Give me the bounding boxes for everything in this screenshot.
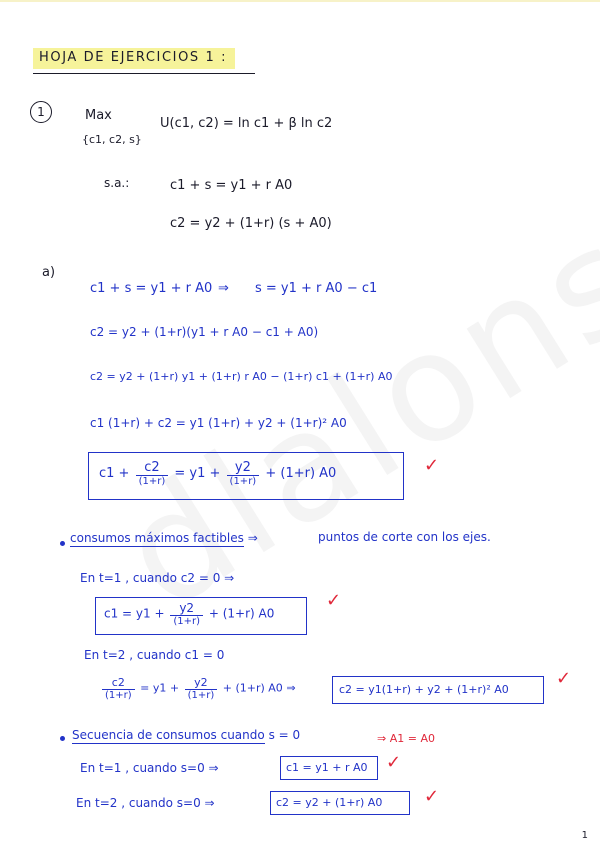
boxed-eq: = y1 + [174,466,221,481]
part-a-label: a) [42,265,56,280]
consumos-t2-arrow-icon: ⇒ [286,681,296,695]
boxed-frac2-den: (1+r) [229,476,257,487]
consumos-maximos-heading [70,531,258,545]
consumos-t2-frac2 [185,676,218,701]
page-number: 1 [581,830,588,841]
consumos-t1-num: y2 [170,601,203,616]
boxed-frac1-den: (1+r) [138,476,166,487]
step4: c1 (1+r) + c2 = y1 (1+r) + y2 + (1+r)² A0 [90,416,347,430]
subject-to-label: s.a.: [104,176,130,190]
check-mark-icon: ✓ [326,590,342,611]
boxed-tail: + (1+r) A0 [265,466,337,481]
title-underline [33,73,255,74]
consumos-t2-box-text: c2 = y1(1+r) + y2 + (1+r)² A0 [339,683,509,696]
bullet-icon [60,541,65,546]
boxed-budget-constraint [88,452,404,500]
consumos-t2-frac1 [102,676,135,701]
exercise-number: 1 [30,101,52,123]
consumos-t2-den2: (1+r) [187,690,215,701]
constraint-1: c1 + s = y1 + r A0 [170,178,293,193]
secuencia-t2-box [270,791,410,815]
secuencia-heading [72,728,300,742]
secuencia-t1-box [280,756,378,780]
step1-arrow-icon: ⇒ [218,281,229,296]
check-mark-icon: ✓ [424,455,440,476]
consumos-t1-box-content [104,601,274,627]
boxed-content [99,460,336,487]
boxed-c1: c1 + [99,466,130,481]
bullet-icon [60,736,65,741]
consumos-description: puntos de corte con los ejes. [318,530,491,544]
secuencia-label: Secuencia de consumos cuando [72,728,265,742]
secuencia-condition: s = 0 [268,728,301,742]
consumos-arrow-icon: ⇒ [247,531,258,545]
consumos-t1-text: En t=1 , cuando c2 = 0 ⇒ [80,571,235,585]
consumos-t1-frac [170,601,203,627]
boxed-frac1-num: c2 [136,460,169,476]
worksheet-title: HOJA DE EJERCICIOS 1 : [33,48,235,69]
top-edge-highlight [0,0,600,2]
consumos-t1-den: (1+r) [173,616,201,627]
check-mark-icon: ✓ [424,786,440,807]
check-mark-icon: ✓ [386,752,402,773]
secuencia-t2-text: En t=2 , cuando s=0 ⇒ [76,796,215,810]
secuencia-red-note: ⇒ A1 = A0 [377,732,435,745]
step2: c2 = y2 + (1+r)(y1 + r A0 − c1 + A0) [90,325,319,339]
consumos-t2-num2: y2 [185,676,218,690]
objective-function: U(c1, c2) = ln c1 + β ln c2 [160,116,333,131]
secuencia-t1-text: En t=1 , cuando s=0 ⇒ [80,761,219,775]
consumos-t2-equation [100,676,296,701]
consumos-t2-mid: = y1 + [140,681,180,695]
boxed-frac1 [136,460,169,487]
step1-left: c1 + s = y1 + r A0 [90,281,213,296]
consumos-t2-num1: c2 [102,676,135,690]
max-label: Max [85,108,112,123]
secuencia-t2-box-text: c2 = y2 + (1+r) A0 [276,796,383,809]
consumos-t1-tail: + (1+r) A0 [208,606,275,621]
consumos-t2-box [332,676,544,704]
constraint-2: c2 = y2 + (1+r) (s + A0) [170,216,332,231]
consumos-label: consumos máximos factibles [70,531,244,545]
step3: c2 = y2 + (1+r) y1 + (1+r) r A0 − (1+r) c1 + (1+r) A0 [90,370,393,383]
step1-right: s = y1 + r A0 − c1 [255,281,378,296]
consumos-t2-tail: + (1+r) A0 [222,681,283,695]
boxed-frac2-num: y2 [227,460,260,476]
check-mark-icon: ✓ [556,668,572,689]
consumos-t1-box [95,597,307,635]
consumos-t1-lhs: c1 = y1 + [104,606,165,621]
consumos-t2-text: En t=2 , cuando c1 = 0 [84,648,225,662]
consumos-t2-den1: (1+r) [105,690,132,701]
max-variables: {c1, c2, s} [82,133,142,146]
boxed-frac2 [227,460,260,487]
secuencia-t1-box-text: c1 = y1 + r A0 [286,761,368,774]
